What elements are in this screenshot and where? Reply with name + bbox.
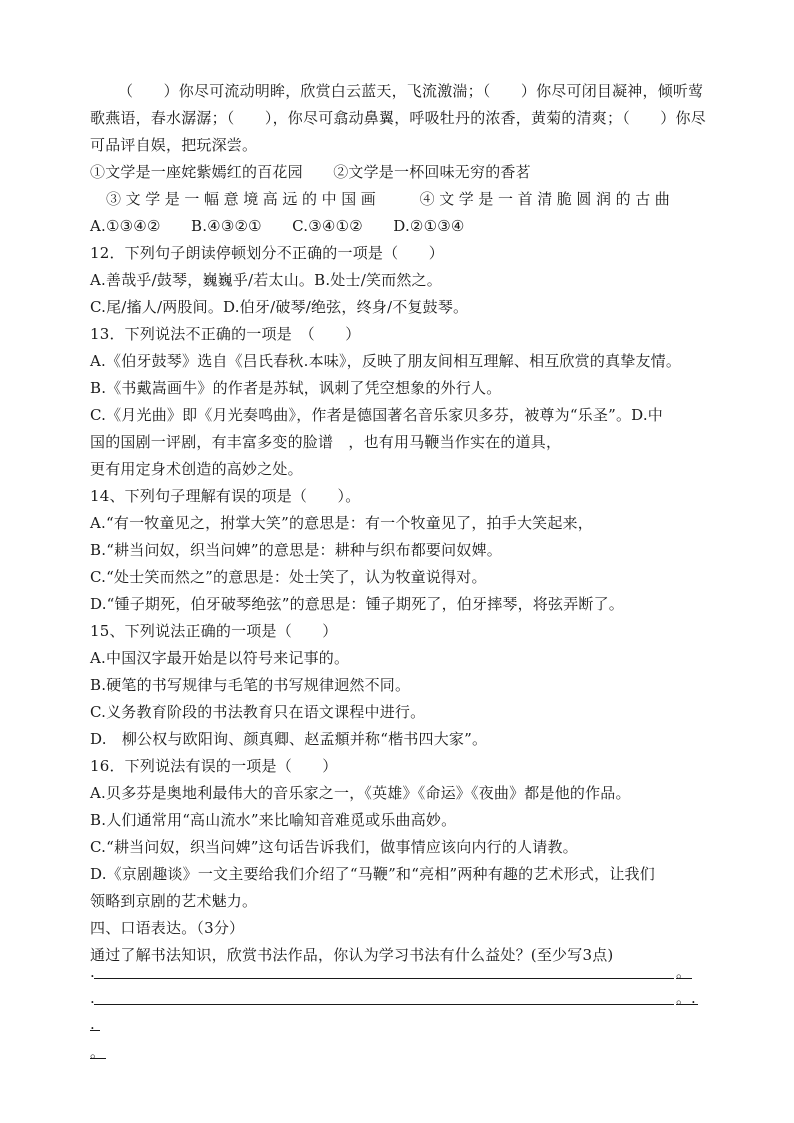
q16-option-d-cont: 领略到京剧的艺术魅力。 (90, 892, 258, 910)
answer-line-1-end: 。 (676, 963, 692, 981)
q13-option-d: 国的国剧一评剧，有丰富多变的脸谱 ，也有用马鞭当作实在的道具， (90, 433, 562, 451)
q15-option-b: B.硬笔的书写规律与毛笔的书写规律迥然不同。 (90, 676, 411, 694)
q12-option-cd: C.尾/搐人/两股间。D.伯牙/破琴/绝弦，终身/不复鼓琴。 (90, 298, 469, 316)
q15-option-a: A.中国汉字最开始是以符号来记事的。 (90, 649, 350, 667)
answer-line-3[interactable] (90, 1030, 100, 1031)
q11-passage-line-1: （ ）你尽可流动明眸，欣赏白云蓝天，飞流激湍；（ ）你尽可闭目凝神，倾听莺 (118, 82, 704, 100)
q14-option-c: C.“处士笑而然之”的意思是：处士笑了，认为牧童说得对。 (90, 568, 487, 586)
answer-line-1-tail (676, 978, 692, 979)
section-four-heading: 四、口语表达。（3分） (90, 919, 245, 937)
q12-option-ab: A.善哉乎/鼓琴，巍巍乎/若太山。B.处士/笑而然之。 (90, 271, 442, 289)
q16-option-a: A.贝多芬是奥地利最伟大的音乐家之一，《英雄》《命运》《夜曲》都是他的作品。 (90, 784, 631, 802)
q16-option-c: C.“耕当问奴，织当问婢”这句话告诉我们，做事情应该向内行的人请教。 (90, 838, 578, 856)
q14-option-d: D.“锺子期死，伯牙破琴绝弦”的意思是：锺子期死了，伯牙摔琴，将弦弄断了。 (90, 595, 625, 613)
answer-line-2[interactable] (94, 1004, 674, 1005)
answer-line-2-tail (676, 1004, 698, 1005)
q16-option-d: D.《京剧趣谈》一文主要给我们介绍了“马鞭”和“亮相”两种有趣的艺术形式，让我们 (90, 865, 655, 883)
q11-choices: A.①③④② B.④③②① C.③④①② D.②①③④ (90, 217, 465, 235)
answer-line-1-start: . (90, 963, 95, 981)
q15-option-d: D. 柳公权与欧阳询、颜真卿、赵孟頫并称“楷书四大家”。 (90, 730, 488, 748)
q15-stem: 15、下列说法正确的一项是（ ） (90, 622, 338, 640)
q13-option-c: C.《月光曲》即《月光奏鸣曲》，作者是德国著名音乐家贝多芬，被尊为“乐圣”。D.中 (90, 406, 664, 424)
q11-passage-line-3: 可品评自娱，把玩深尝。 (90, 136, 258, 154)
q11-option-3-4: ③文学是一幅意境高远的中国画 ④文学是一首清脆圆润的古曲 (106, 190, 675, 208)
q15-option-c: C.义务教育阶段的书法教育只在语文课程中进行。 (90, 703, 426, 721)
answer-line-4-start: 。 (90, 1043, 106, 1061)
q13-option-b: B.《书戴嵩画牛》的作者是苏轼，讽刺了凭空想象的外行人。 (90, 379, 502, 397)
q13-option-d-cont: 更有用定身术创造的高妙之处。 (90, 460, 303, 478)
q14-stem: 14、下列句子理解有误的项是（ ）。 (90, 487, 361, 505)
q14-option-b: B.“耕当问奴，织当问婢”的意思是：耕种与织布都要问奴婢。 (90, 541, 502, 559)
q16-stem: 16．下列说法有误的一项是（ ） (90, 757, 338, 775)
q14-option-a: A.“有一牧童见之，拊掌大笑”的意思是：有一个牧童见了，拍手大笑起来， (90, 514, 593, 532)
q16-option-b: B.人们通常用“高山流水”来比喻知音难觅或乐曲高妙。 (90, 811, 457, 829)
answer-line-2-start: . (90, 989, 95, 1007)
q13-option-a: A.《伯牙鼓琴》选自《吕氏春秋.本味》，反映了朋友间相互理解、相互欣赏的真挚友情。 (90, 352, 682, 370)
answer-line-2-end: 。. (676, 989, 696, 1007)
q11-passage-line-2: 歌燕语，春水潺潺；（ ），你尽可翕动鼻翼，呼吸牡丹的浓香，黄菊的清爽；（ ）你尽 (90, 109, 706, 127)
answer-line-4[interactable] (90, 1058, 106, 1059)
q13-stem: 13．下列说法不正确的一项是 （ ） (90, 325, 361, 343)
q12-stem: 12．下列句子朗读停顿划分不正确的一项是（ ） (90, 244, 444, 262)
answer-line-1[interactable] (94, 978, 674, 979)
oral-question: 通过了解书法知识，欣赏书法作品，你认为学习书法有什么益处？(至少写3点) (90, 946, 614, 964)
answer-line-3-start: . (90, 1015, 95, 1033)
q11-option-1-2: ①文学是一座姹紫嫣红的百花园 ②文学是一杯回味无穷的香茗 (90, 163, 531, 181)
